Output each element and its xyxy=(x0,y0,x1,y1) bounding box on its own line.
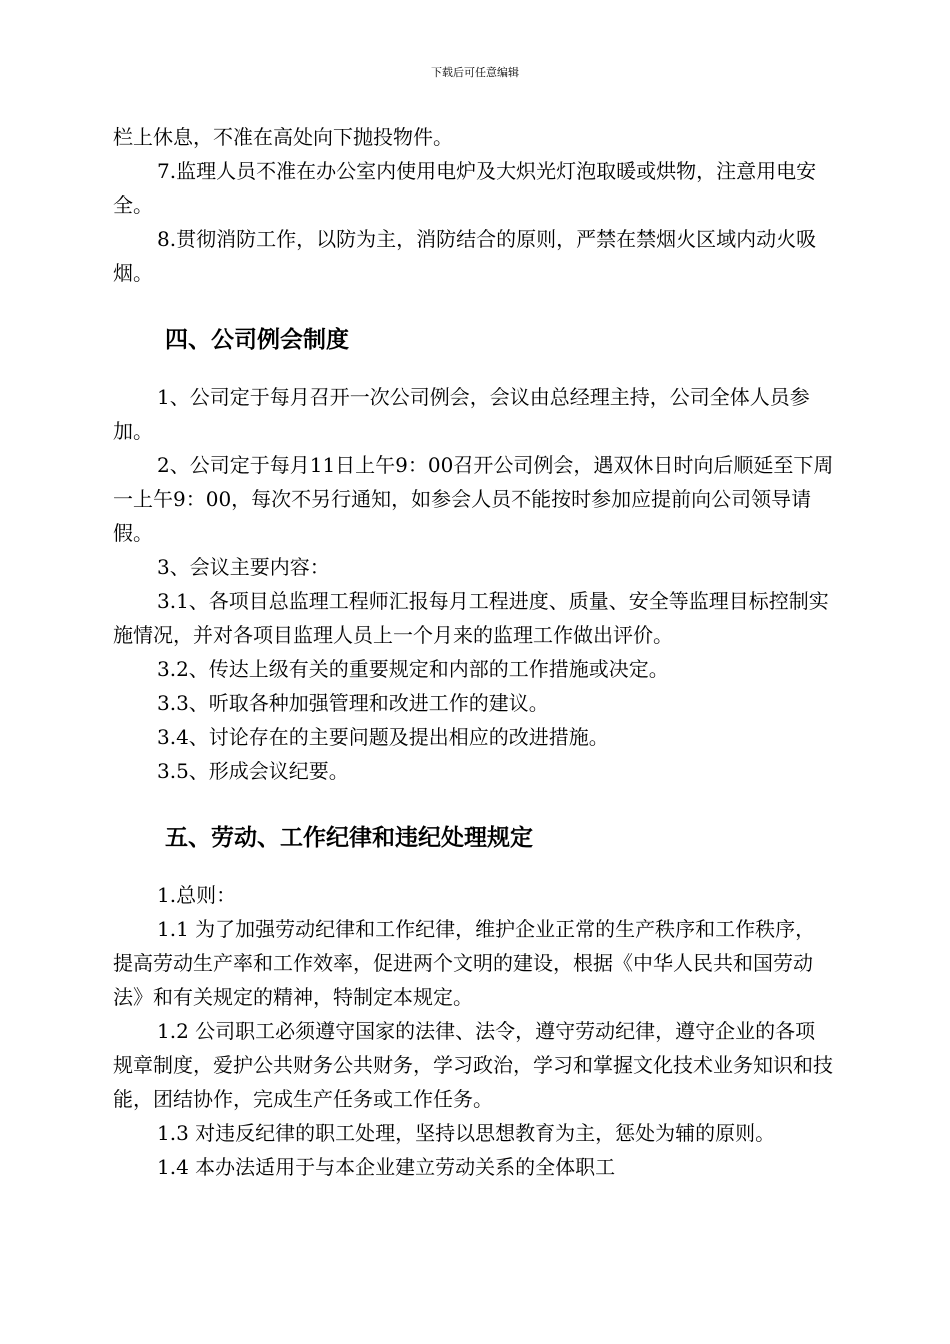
section-4-item-3-1: 3.1、各项目总监理工程师汇报每月工程进度、质量、安全等监理目标控制实施情况，并对各项目监理人员上一个月来的监理工作做出评价。 xyxy=(113,589,829,647)
section-5-item-1-2: 1.2 公司职工必须遵守国家的法律、法令，遵守劳动纪律，遵守企业的各项规章制度，爱护公共财务公共财务，学习政治，学习和掌握文化技术业务知识和技能，团结协作，完成生产任务或工作任务。 xyxy=(113,1019,833,1111)
section-4-item-2: 2、公司定于每月11日上午9：00召开公司例会，遇双休日时向后顺延至下周一上午9：00，每次不另行通知，如参会人员不能按时参加应提前向公司领导请假。 xyxy=(113,453,834,545)
document-body xyxy=(113,120,835,1184)
section-5-item-1-4: 1.4 本办法适用于与本企业建立劳动关系的全体职工 xyxy=(157,1155,616,1179)
section-4-heading: 四、公司例会制度 xyxy=(165,327,349,353)
section-5-item-1-1: 1.1 为了加强劳动纪律和工作纪律，维护企业正常的生产秩序和工作秩序，提高劳动生产率和工作效率，促进两个文明的建设，根据《中华人民共和国劳动法》和有关规定的精神，特制定本规定。 xyxy=(113,917,816,1009)
section-4-item-3-5: 3.5、形成会议纪要。 xyxy=(157,759,349,783)
section-5-heading: 五、劳动、工作纪律和违纪处理规定 xyxy=(165,825,533,851)
paragraph-item-8: 8.贯彻消防工作，以防为主，消防结合的原则，严禁在禁烟火区域内动火吸烟。 xyxy=(113,227,817,285)
paragraph-item-7: 7.监理人员不准在办公室内使用电炉及大炽光灯泡取暖或烘物，注意用电安全。 xyxy=(113,159,817,217)
header-note: 下载后可任意编辑 xyxy=(431,66,519,79)
section-4-item-3: 3、会议主要内容： xyxy=(157,555,330,579)
section-5-item-1-3: 1.3 对违反纪律的职工处理，坚持以思想教育为主，惩处为辅的原则。 xyxy=(157,1121,776,1145)
section-5-item-1: 1.总则： xyxy=(157,883,237,907)
paragraph-continuation: 栏上休息，不准在高处向下抛投物件。 xyxy=(113,125,453,149)
section-4-item-1: 1、公司定于每月召开一次公司例会，会议由总经理主持，公司全体人员参加。 xyxy=(113,385,810,443)
section-4-item-3-3: 3.3、听取各种加强管理和改进工作的建议。 xyxy=(157,691,549,715)
section-4-item-3-4: 3.4、讨论存在的主要问题及提出相应的改进措施。 xyxy=(157,725,609,749)
section-4-item-3-2: 3.2、传达上级有关的重要规定和内部的工作措施或决定。 xyxy=(157,657,669,681)
